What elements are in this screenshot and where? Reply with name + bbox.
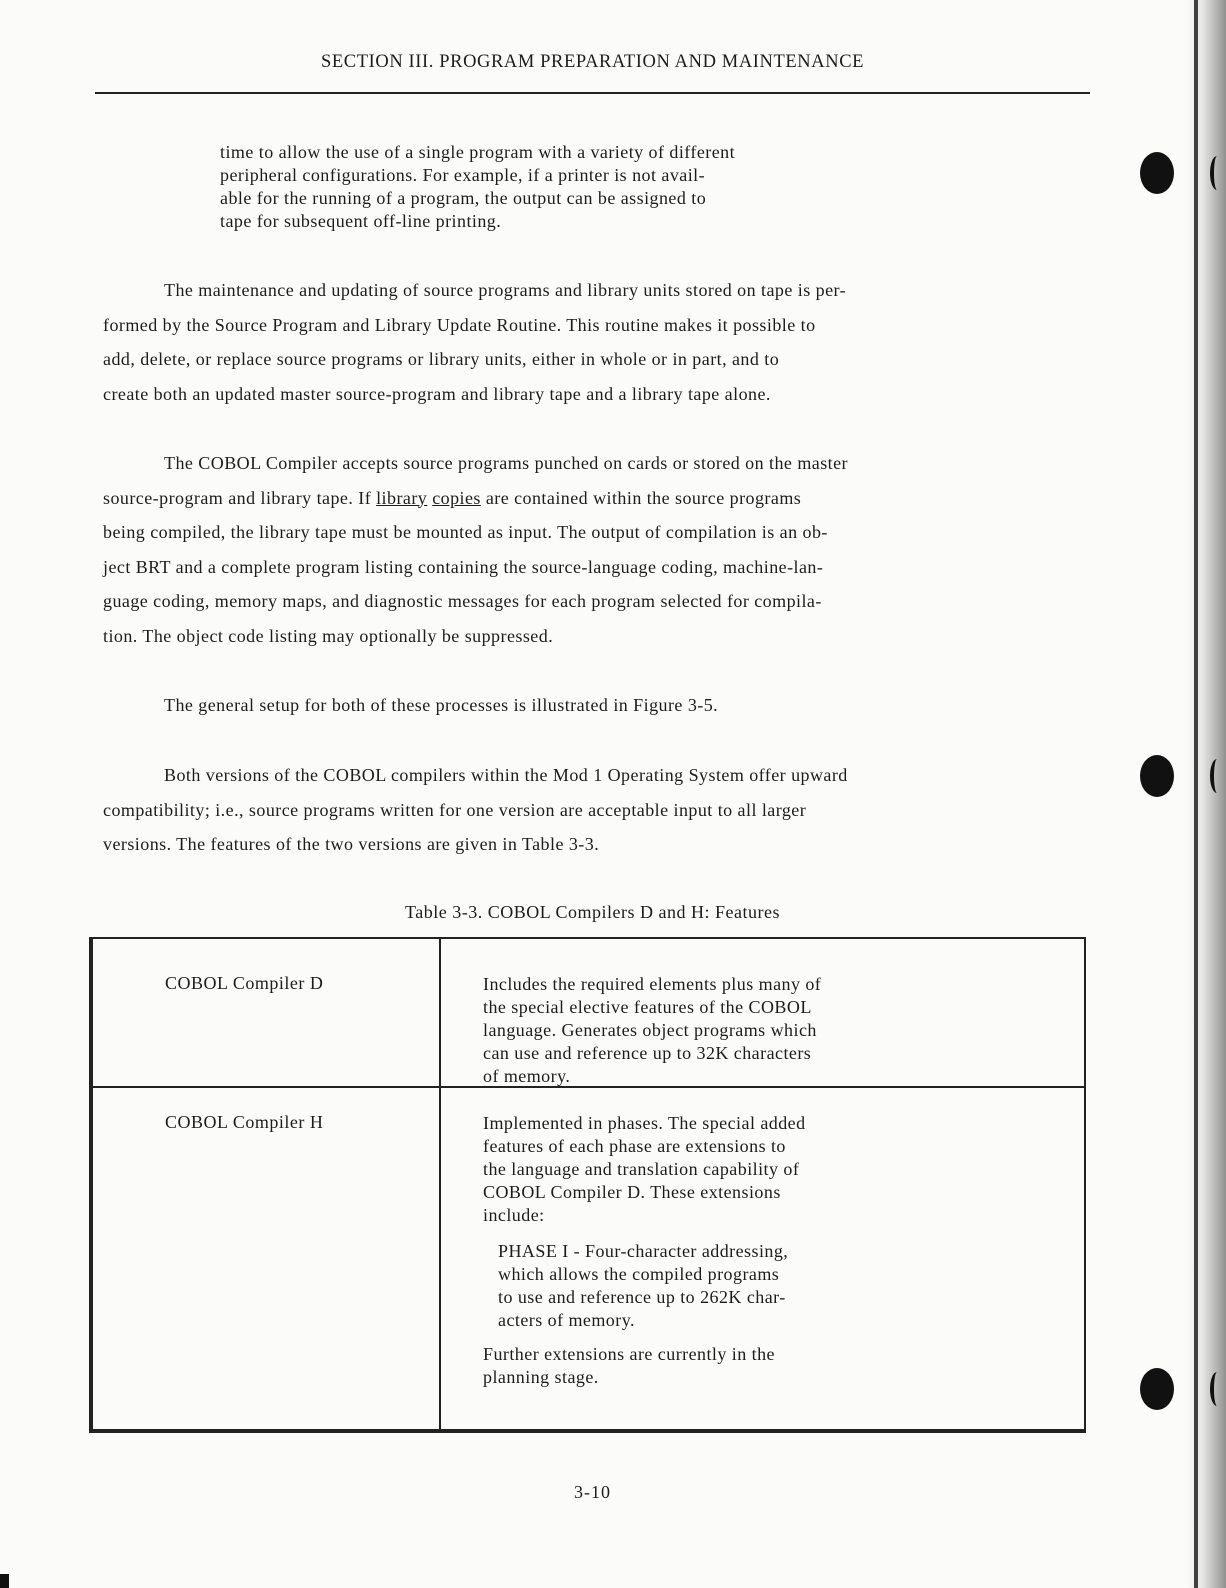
scanned-page-edge <box>1186 0 1226 1588</box>
text-line: which allows the compiled programs <box>498 1264 780 1284</box>
text-line: versions. The features of the two versions are given in Table 3-3. <box>103 834 600 855</box>
text-line: Implemented in phases. The special added <box>483 1113 806 1133</box>
text-line: The maintenance and updating of source programs and library units stored on tape is per- <box>164 280 847 300</box>
text-fragment: source-program and library tape. If <box>103 487 377 508</box>
text-line: Further extensions are currently in the <box>483 1344 775 1364</box>
text-line: include: <box>483 1205 545 1225</box>
further-extensions-note <box>483 1343 775 1389</box>
text-line: The COBOL Compiler accepts source programs punched on cards or stored on the master <box>164 453 848 473</box>
text-line: the language and translation capability of <box>483 1159 800 1179</box>
text-line: add, delete, or replace source programs or library units, either in whole or in part, and to <box>103 349 780 370</box>
punch-hole <box>1140 755 1174 797</box>
row-description-compiler-h <box>483 1112 806 1227</box>
text-fragment: are contained within the source programs <box>480 487 802 508</box>
underlined-word-copies: copies <box>432 487 481 508</box>
text-line: peripheral configurations. For example, if a printer is not avail- <box>220 165 706 185</box>
section-header: SECTION III. PROGRAM PREPARATION AND MAINTENANCE <box>320 52 865 72</box>
text-line: compatibility; i.e., source programs written for one version are acceptable input to all larger <box>103 799 807 820</box>
text-line <box>103 481 1083 516</box>
text-line: able for the running of a program, the output can be assigned to <box>220 188 707 208</box>
text-line: the special elective features of the COBOL <box>483 997 812 1017</box>
text-line: of memory. <box>483 1066 571 1086</box>
underlined-word-library: library <box>376 487 428 508</box>
punch-hole-arc <box>1210 1372 1224 1406</box>
paragraph-maintenance <box>103 273 1083 411</box>
row-label-compiler-d: COBOL Compiler D <box>165 973 324 993</box>
paragraph-versions <box>103 758 1083 862</box>
text-line: Both versions of the COBOL compilers within the Mod 1 Operating System offer upward <box>164 765 848 785</box>
text-line: language. Generates object programs which <box>483 1020 817 1040</box>
features-table <box>89 937 1086 1433</box>
header-rule <box>95 92 1090 94</box>
text-line: tion. The object code listing may optionally be suppressed. <box>103 625 554 646</box>
text-line: Includes the required elements plus many of <box>483 974 822 994</box>
text-line: planning stage. <box>483 1367 599 1387</box>
text-line: features of each phase are extensions to <box>483 1136 786 1156</box>
text-line: being compiled, the library tape must be mounted as input. The output of compilation is an ob- <box>103 522 828 543</box>
text-line: can use and reference up to 32K characters <box>483 1043 812 1063</box>
text-line: formed by the Source Program and Library Update Routine. This routine makes it possible to <box>103 314 816 335</box>
text-line: to use and reference up to 262K char- <box>498 1287 786 1307</box>
text-line: PHASE I - Four-character addressing, <box>498 1241 789 1261</box>
page-number: 3-10 <box>574 1482 611 1502</box>
punch-hole-arc <box>1210 759 1224 793</box>
text-line: ject BRT and a complete program listing containing the source-language coding, machine-lan- <box>103 556 824 577</box>
text-line: guage coding, memory maps, and diagnostic messages for each program selected for compila- <box>103 591 822 612</box>
text-line: create both an updated master source-program and library tape and a library tape alone. <box>103 383 771 404</box>
text-line: time to allow the use of a single program with a variety of different <box>220 142 736 162</box>
table-column-divider <box>439 939 441 1429</box>
continued-paragraph <box>220 141 735 233</box>
text-line: COBOL Compiler D. These extensions <box>483 1182 781 1202</box>
binding-spine <box>1194 0 1198 1588</box>
paragraph-compiler <box>103 446 1083 654</box>
table-caption: Table 3-3. COBOL Compilers D and H: Features <box>404 902 780 922</box>
paragraph-setup <box>103 688 1083 723</box>
punch-hole <box>1140 1368 1174 1410</box>
text-line: tape for subsequent off-line printing. <box>220 211 502 231</box>
row-description-compiler-d <box>483 973 821 1088</box>
punch-hole-arc <box>1210 156 1224 190</box>
phase-one-note <box>498 1240 788 1332</box>
text-line: acters of memory. <box>498 1310 635 1330</box>
punch-hole <box>1140 152 1174 194</box>
row-label-compiler-h: COBOL Compiler H <box>165 1112 324 1132</box>
text-line: The general setup for both of these processes is illustrated in Figure 3-5. <box>164 695 719 715</box>
scan-corner-mark <box>0 1574 9 1588</box>
